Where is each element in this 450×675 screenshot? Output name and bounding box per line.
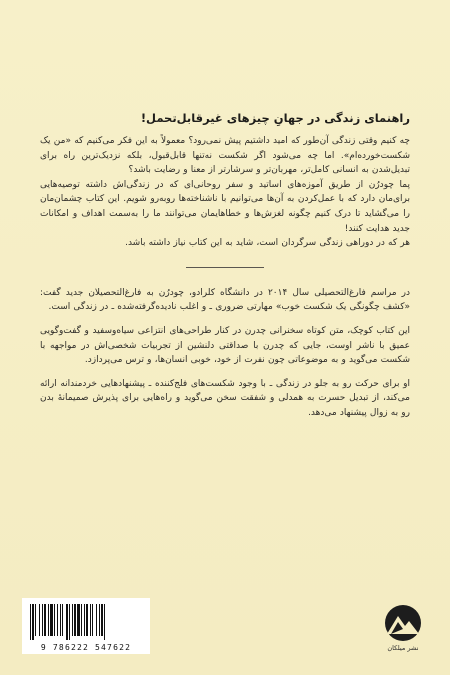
blurb-paragraph-1: چه کنیم وقتی زندگی آن‌طور که امید داشتیم پیش نمی‌رود؟ معمولاً به این فکر می‌کنیم که «من یک شکست‌خورده‌ام». اما چه می‌شود اگر شکست نه‌تنها قابل‌قبول، بلکه نزدیک‌ترین راه برای تبدیل‌شدن به انسانی کامل‌تر، مهربان‌تر و سرشارتر از معنا و رضایت باشد؟: [40, 136, 410, 176]
barcode-bars: [28, 604, 144, 640]
blurb-paragraph-5: این کتاب کوچک، متن کوتاه سخنرانی چدرن در کنار طراحی‌های انتزاعی سیاه‌وسفید و گفت‌وگویی عمیق با ناشر اوست، جایی که چدرن با صداقتی دلنشین از تجربیات شخصی‌اش در مواجهه با شکست می‌گوید و به موضوعاتی چون نفرت از خود، خوبی انسان‌ها، و ترس می‌پردازد.: [40, 325, 410, 366]
blurb-paragraph-2: پما چودرُن از طریق آموزه‌های اساتید و سفر روحانی‌ای که در زندگی‌اش داشته توصیه‌هایی برای‌مان دارد که با عمل‌کردن به آن‌ها می‌توانیم با ناشناخته‌ها روبه‌رو شویم. این کتاب چشمان‌مان را می‌گشاید تا درک کنیم چگونه لغزش‌ها و خطاهایمان می‌توانند ما را به‌سمت اهداف و امکانات جدید هدایت کنند!: [40, 179, 410, 234]
section-divider: [186, 267, 264, 268]
blurb-paragraph-4: در مراسم فارغ‌التحصیلی سال ۲۰۱۴ در دانشگاه کلرادو، چودرُن به فارغ‌التحصیلان جدید گفت: «کشف چگونگی یک شکست خوب» مهارتی ضروری ـ و اغلب نادیده‌گرفته‌شده ـ در زندگی است.: [40, 287, 411, 313]
cover-footer: [0, 598, 450, 658]
back-cover-title: راهنمای زندگی در جهانِ چیزهای غیرقابل‌تحمل!: [140, 111, 410, 125]
publisher-logo: [381, 604, 425, 652]
blurb: [40, 110, 410, 421]
isbn-barcode: [22, 598, 150, 654]
mountains-icon: [381, 604, 425, 644]
isbn-number: 9 786222 547622: [40, 643, 132, 652]
blurb-paragraph-6: او برای حرکت رو به جلو در زندگی ـ با وجود شکست‌های فلج‌کننده ـ پیشنهادهایی خردمندانه ارائه می‌کند، از تبدیل حسرت به همدلی و شفقت سخن می‌گوید و راه‌هایی برای پذیرش صمیمانهٔ بدن رو به زوال پیشنهاد می‌دهد.: [40, 378, 410, 418]
publisher-name: نشر میلکان: [387, 644, 419, 652]
blurb-paragraph-3: هر که در دوراهی زندگی سرگردان است، شاید به این کتاب نیاز داشته باشد.: [125, 238, 410, 249]
